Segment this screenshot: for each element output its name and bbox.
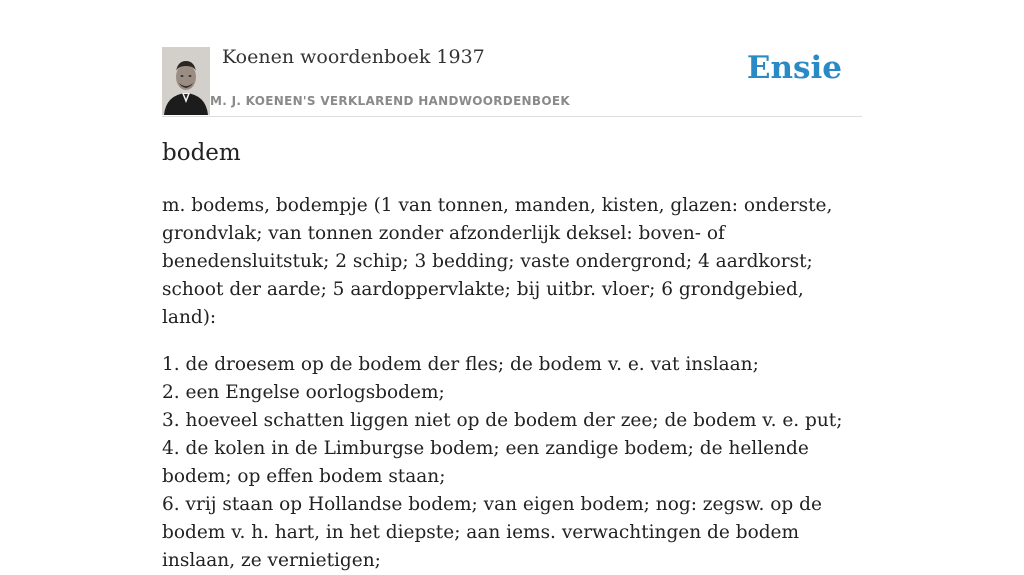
site-header [162, 0, 862, 117]
entry-content [162, 192, 862, 575]
example-item: 4. de kolen in de Limburgse bodem; een zandige bodem; de hellende bodem; op effen bodem staan; [162, 438, 809, 487]
entry-headword: bodem [162, 140, 241, 166]
example-item: 1. de droesem op de bodem der fles; de bodem v. e. vat inslaan; [162, 354, 759, 375]
example-list [162, 351, 862, 575]
example-item: 2. een Engelse oorlogsbodem; [162, 382, 445, 403]
example-item: 6. vrij staan op Hollandse bodem; van eigen bodem; nog: zegsw. op de bodem v. h. hart, in het diepste; aan iems. verwachtingen de bodem inslaan, ze vernietigen; [162, 494, 822, 571]
dictionary-subtitle: M. J. KOENEN'S VERKLAREND HANDWOORDENBOEK [210, 94, 570, 108]
ensie-logo-link[interactable]: Ensie [746, 50, 842, 86]
page [162, 0, 862, 571]
portrait-photo-icon [162, 47, 210, 115]
site-title-link[interactable]: Koenen woordenboek 1937 [222, 46, 485, 68]
entry-definition: m. bodems, bodempje (1 van tonnen, manden, kisten, glazen: onderste, grondvlak; van tonnen zonder afzonderlijk deksel: boven- of benedensluitstuk; 2 schip; 3 bedding; vaste ondergrond; 4 aardkorst; schoot der aarde; 5 aardoppervlakte; bij uitbr. vloer; 6 grondgebied, land): [162, 195, 833, 328]
example-item: 3. hoeveel schatten liggen niet op de bodem der zee; de bodem v. e. put; [162, 410, 843, 431]
